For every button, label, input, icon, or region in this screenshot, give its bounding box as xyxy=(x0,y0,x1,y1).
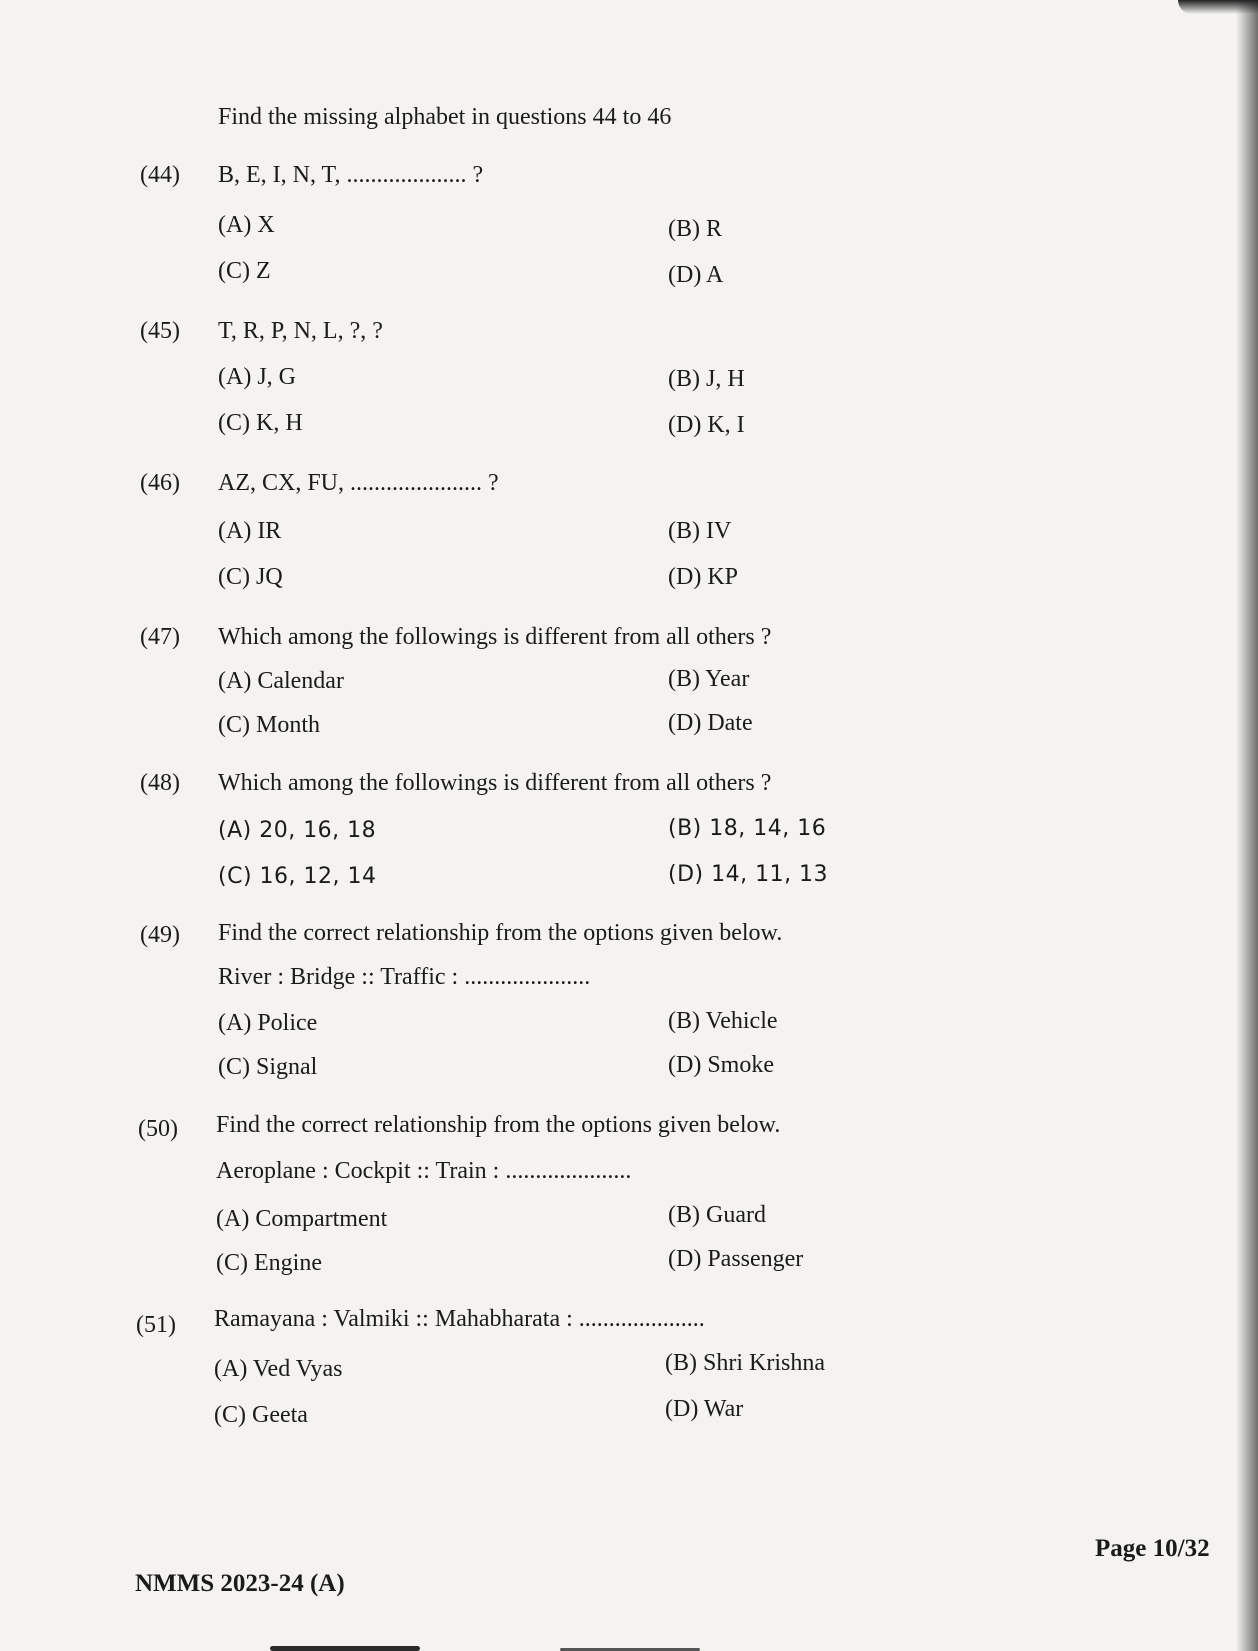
question-analogy: Aeroplane : Cockpit :: Train : ..................... xyxy=(216,1158,632,1184)
option-a: (A) Calendar xyxy=(218,668,344,694)
option-c: (C) Engine xyxy=(216,1250,322,1276)
question-text: Find the correct relationship from the options given below. xyxy=(216,1112,781,1138)
question-number: (48) xyxy=(140,770,180,796)
option-c: (C) 16, 12, 14 xyxy=(218,864,377,889)
option-a: (A) X xyxy=(218,212,275,238)
option-d: (D) Date xyxy=(668,710,753,736)
exam-title-footer: NMMS 2023-24 (A) xyxy=(135,1570,345,1597)
page-edge-shadow xyxy=(1236,0,1258,1651)
option-b: (B) Vehicle xyxy=(668,1008,778,1034)
option-d: (D) A xyxy=(668,262,724,288)
option-c: (C) Month xyxy=(218,712,320,738)
question-number: (46) xyxy=(140,470,180,496)
section-instruction: Find the missing alphabet in questions 44 to 46 xyxy=(218,104,672,130)
question-number: (47) xyxy=(140,624,180,650)
option-a: (A) Compartment xyxy=(216,1206,388,1232)
page-corner-shadow xyxy=(1178,0,1258,14)
option-b: (B) IV xyxy=(668,518,732,544)
option-c: (C) JQ xyxy=(218,564,283,590)
option-c: (C) Z xyxy=(218,258,271,284)
option-c: (C) K, H xyxy=(218,410,303,436)
option-b: (B) R xyxy=(668,216,722,242)
option-d: (D) Smoke xyxy=(668,1052,774,1078)
option-d: (D) K, I xyxy=(668,412,745,438)
question-text: T, R, P, N, L, ?, ? xyxy=(218,318,383,344)
scan-artifact xyxy=(270,1646,420,1651)
option-a: (A) 20, 16, 18 xyxy=(218,818,377,843)
question-text: Which among the followings is different from all others ? xyxy=(218,770,772,796)
option-c: (C) Geeta xyxy=(214,1402,308,1428)
option-d: (D) War xyxy=(665,1396,744,1422)
option-b: (B) Guard xyxy=(668,1202,766,1228)
option-b: (B) 18, 14, 16 xyxy=(668,816,827,841)
option-b: (B) J, H xyxy=(668,366,745,392)
question-text: Which among the followings is different from all others ? xyxy=(218,624,772,650)
option-a: (A) Ved Vyas xyxy=(214,1356,343,1382)
option-c: (C) Signal xyxy=(218,1054,318,1080)
question-number: (45) xyxy=(140,318,180,344)
question-number: (50) xyxy=(138,1116,178,1142)
question-text: Ramayana : Valmiki :: Mahabharata : ..................... xyxy=(214,1306,705,1332)
option-b: (B) Shri Krishna xyxy=(665,1350,825,1376)
question-analogy: River : Bridge :: Traffic : ..................... xyxy=(218,964,591,990)
question-number: (44) xyxy=(140,162,180,188)
page-number: Page 10/32 xyxy=(1095,1535,1210,1562)
question-number: (49) xyxy=(140,922,180,948)
question-text: B, E, I, N, T, .................... ? xyxy=(218,162,484,188)
option-d: (D) 14, 11, 13 xyxy=(668,862,829,887)
option-d: (D) KP xyxy=(668,564,738,590)
option-d: (D) Passenger xyxy=(668,1246,804,1272)
question-text: AZ, CX, FU, ...................... ? xyxy=(218,470,499,496)
option-a: (A) IR xyxy=(218,518,282,544)
option-b: (B) Year xyxy=(668,666,750,692)
option-a: (A) J, G xyxy=(218,364,296,390)
question-text: Find the correct relationship from the options given below. xyxy=(218,920,783,946)
question-number: (51) xyxy=(136,1312,176,1338)
option-a: (A) Police xyxy=(218,1010,318,1036)
